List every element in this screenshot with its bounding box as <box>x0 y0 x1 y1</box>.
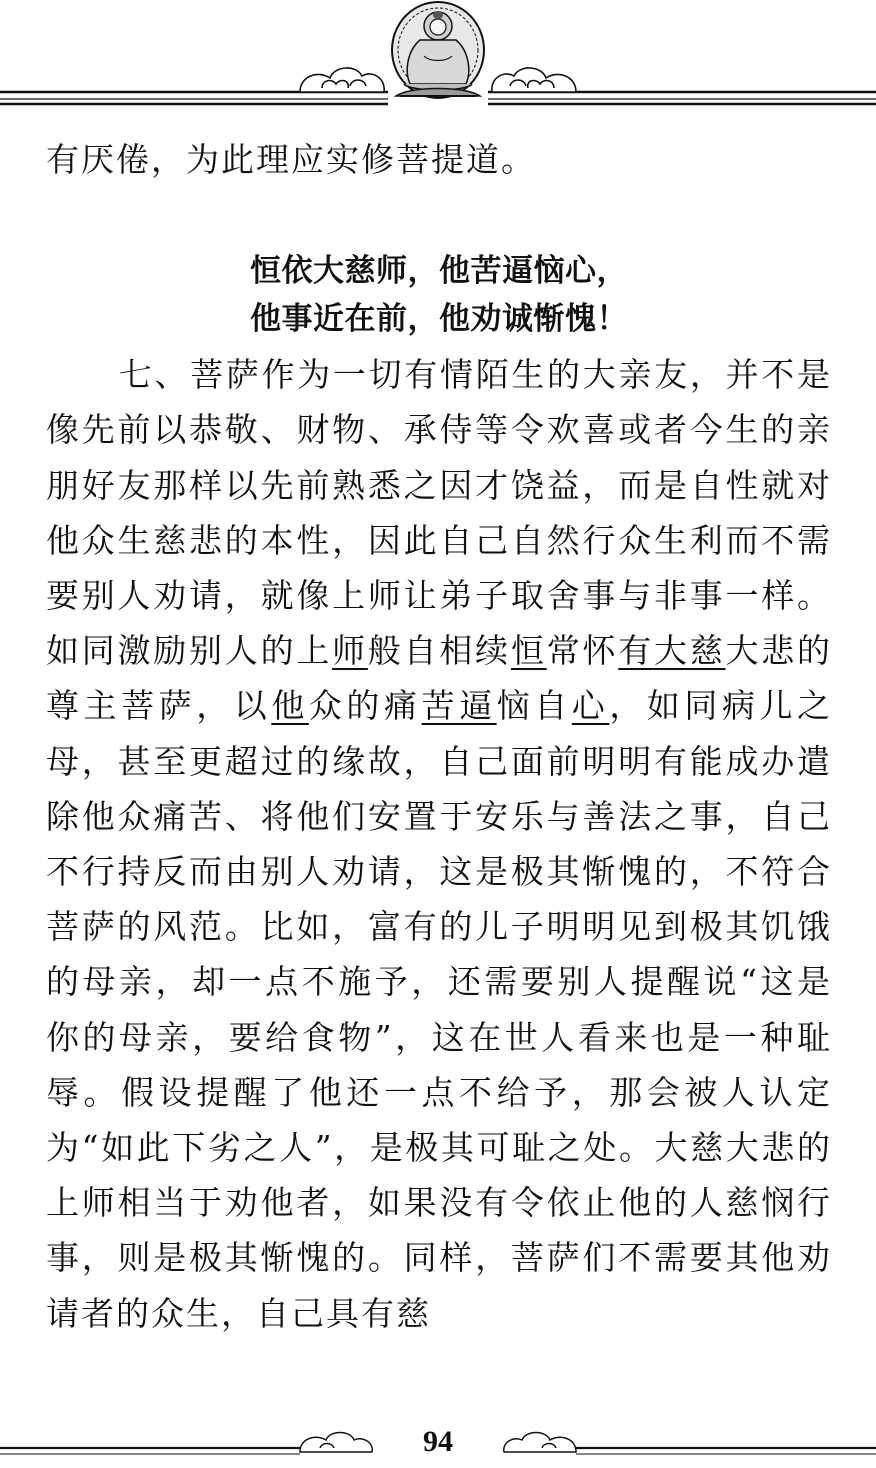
header-ornament <box>0 0 876 112</box>
commentary-paragraph <box>46 347 832 1341</box>
underlined-keyword: 心 <box>571 686 610 726</box>
text-run: 恼自 <box>496 686 572 726</box>
text-run: ，如同病儿之母，甚至更超过的缘故，自己面前明明有能成办遣除他众痛苦、将他们安置于安乐与善法之事，自己不行持反而由别人劝请，这是极其惭愧的，不符合菩萨的风范。比如，富有的儿子明明见到极其饥饿的母亲，却一点不施予，还需要别人提醒说“这是你的母亲，要给食物”，这在世人看来也是一种耻辱。假设提醒了他还一点不给予，那会被人认定为“如此下劣之人”，是极其可耻之处。大慈大悲的上师相当于劝他者，如果没有令依止他的人慈悯行事，则是极其惭愧的。同样，菩萨们不需要其他劝请者的众生，自己具有慈 <box>46 686 833 1333</box>
verse-line-2: 他事近在前，他劝诚惭愧！ <box>250 301 628 338</box>
underlined-keyword: 他 <box>271 686 309 726</box>
text-run: 众的痛 <box>308 686 422 726</box>
verse-line-1: 恒依大慈师，他苦逼恼心， <box>250 253 628 290</box>
underlined-keyword: 苦逼 <box>421 686 497 726</box>
buddha-emblem-icon <box>392 2 484 98</box>
text-run: 般自相续 <box>367 631 511 671</box>
text-run: 常怀 <box>546 631 619 671</box>
text-run: 大悲的尊主菩萨，以 <box>46 631 833 726</box>
carryover-line: 有厌倦，为此理应实修菩提道。 <box>46 140 536 179</box>
left-cloud-scroll-icon <box>300 68 384 92</box>
underlined-keyword: 恒 <box>510 631 547 671</box>
underlined-keyword: 师 <box>332 631 368 671</box>
page-number: 94 <box>423 1425 453 1458</box>
page-content <box>46 132 832 1341</box>
text-run: 七、菩萨作为一切有情陌生的大亲友，并不是像先前以恭敬、财物、承侍等令欢喜或者今生的亲朋好友那样以先前熟悉之因才饶益，而是自性就对他众生慈悲的本性，因此自己自然行众生利而不需要别人劝请，就像上师让弟子取舍事与非事一样。如同激励别人的上 <box>46 355 832 671</box>
underlined-keyword: 有大慈 <box>618 631 726 671</box>
right-cloud-scroll-icon <box>492 68 576 92</box>
spacer <box>46 187 832 247</box>
